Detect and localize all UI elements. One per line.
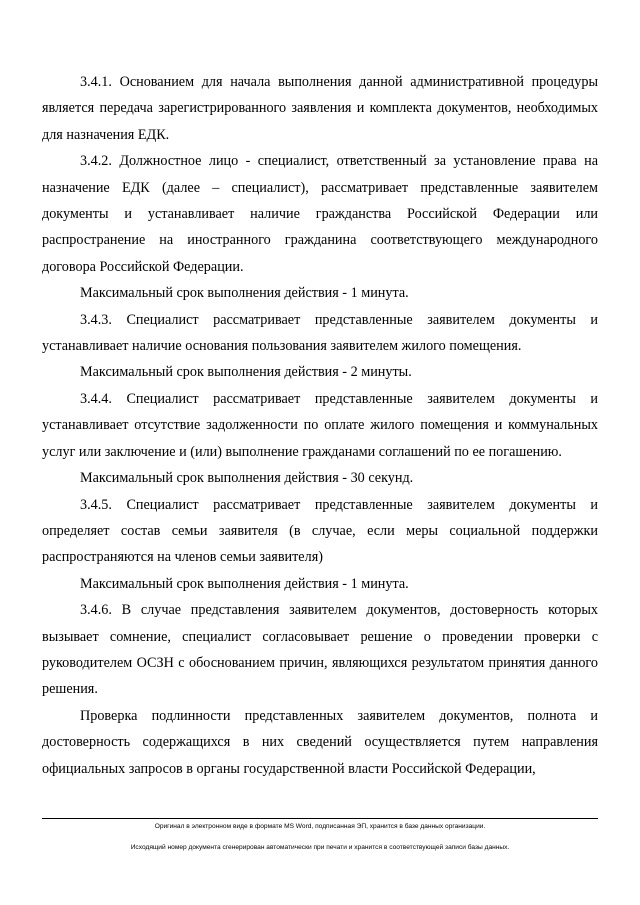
- paragraph-3-4-2: 3.4.2. Должностное лицо - специалист, ответственный за установление права на назначение ЕДК (далее – специалист), рассматривает представленные заявителем документы и устанавливает наличие гражданства Российской Федерации или распространение на иностранного гражданина соответствующего международного договора Российской Федерации.: [42, 153, 598, 275]
- paragraph-3-4-3: 3.4.3. Специалист рассматривает представленные заявителем документы и устанавливает наличие основания пользования заявителем жилого помещения.: [42, 311, 598, 355]
- deadline-paragraph: Максимальный срок выполнения действия - 1 минута.: [80, 285, 409, 302]
- document-body: [42, 69, 598, 782]
- footer-number-note: Исходящий номер документа сгенерирован автоматически при печати и хранится в соответствующей записи базы данных.: [130, 844, 510, 851]
- footer-divider: [42, 818, 598, 819]
- paragraph-3-4-5: 3.4.5. Специалист рассматривает представленные заявителем документы и определяет состав семьи заявителя (в случае, если меры социальной поддержки распространяются на членов семьи заявителя): [42, 496, 598, 566]
- paragraph-3-4-6: 3.4.6. В случае представления заявителем документов, достоверность которых вызывает сомнение, специалист согласовывает решение о проведении проверки с руководителем ОСЗН с обоснованием причин, являющихся результатом принятия данного решения.: [42, 602, 598, 698]
- verification-paragraph: Проверка подлинности представленных заявителем документов, полнота и достоверность содержащихся в них сведений осуществляется путем направления официальных запросов в органы государственной власти Российской Федерации,: [42, 707, 598, 777]
- deadline-paragraph: Максимальный срок выполнения действия - 2 минуты.: [80, 364, 412, 381]
- deadline-paragraph: Максимальный срок выполнения действия - 1 минута.: [80, 575, 409, 592]
- paragraph-3-4-4: 3.4.4. Специалист рассматривает представленные заявителем документы и устанавливает отсутствие задолженности по оплате жилого помещения и коммунальных услуг или заключение и (или) выполнение гражданами соглашений по ее погашению.: [42, 390, 598, 460]
- deadline-paragraph: Максимальный срок выполнения действия - 30 секунд.: [80, 470, 414, 487]
- paragraph-3-4-1: 3.4.1. Основанием для начала выполнения данной административной процедуры является передача зарегистрированного заявления и комплекта документов, необходимых для назначения ЕДК.: [42, 74, 598, 143]
- footer-original-note: Оригинал в электронном виде в формате MS Word, подписанная ЭП, хранится в базе данных организации.: [154, 823, 486, 830]
